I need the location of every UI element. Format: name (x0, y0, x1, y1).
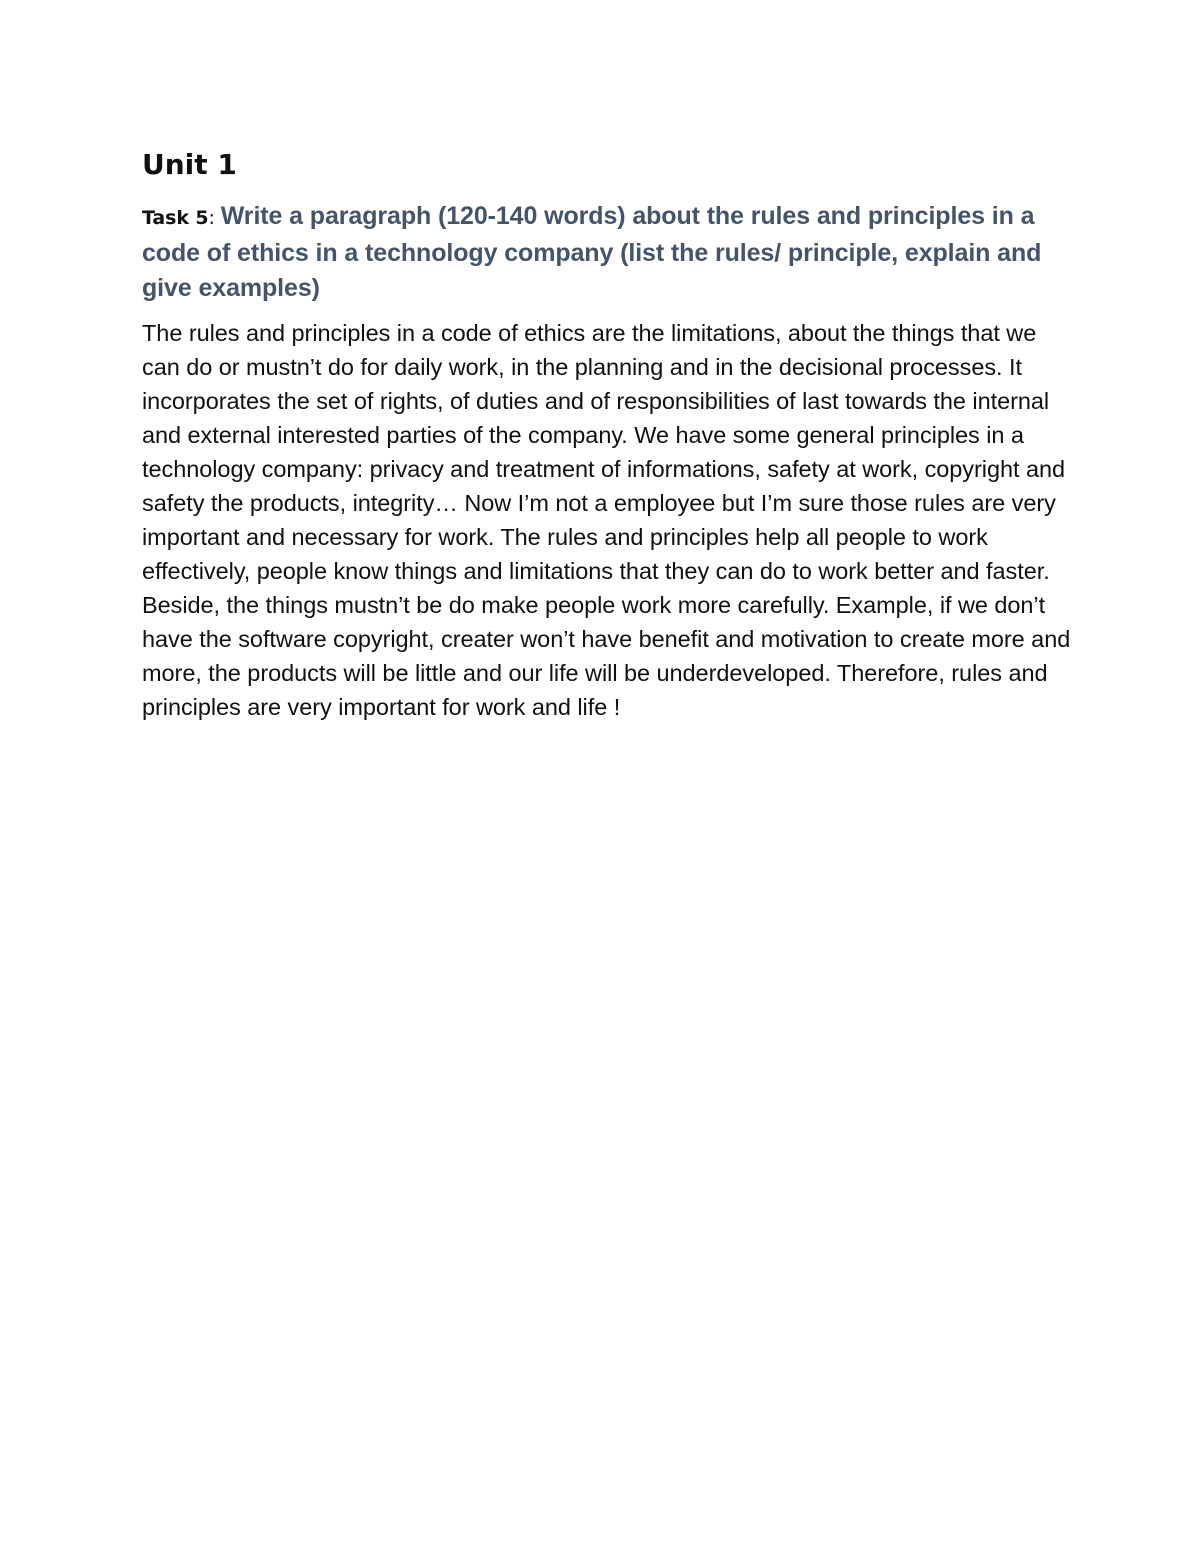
task-colon: : (208, 207, 221, 229)
task-prompt-paragraph (142, 199, 1072, 306)
document-content (142, 143, 1072, 724)
task-label: Task 5 (142, 207, 209, 229)
answer-paragraph: The rules and principles in a code of ethics are the limitations, about the things that we can do or mustn’t do for daily work, in the planning and in the decisional processes. It incorporates the set of rights, of duties and of responsibilities of last towards the internal and external interested parties of the company. We have some general principles in a technology company: privacy and treatment of informations, safety at work, copyright and safety the products, integrity… Now I’m not a employee but I’m sure those rules are very important and necessary for work. The rules and principles help all people to work effectively, people know things and limitations that they can do to work better and faster. Beside, the things mustn’t be do make people work more carefully. Example, if we don’t have the software copyright, creater won’t have benefit and motivation to create more and more, the products will be little and our life will be underdeveloped. Therefore, rules and principles are very important for work and life ! (142, 320, 1071, 720)
task-prompt: Write a paragraph (120-140 words) about the rules and principles in a code of ethics in a technology company (list the rules/ principle, explain and give examples) (142, 202, 1042, 302)
unit-title: Unit 1 (142, 148, 237, 181)
